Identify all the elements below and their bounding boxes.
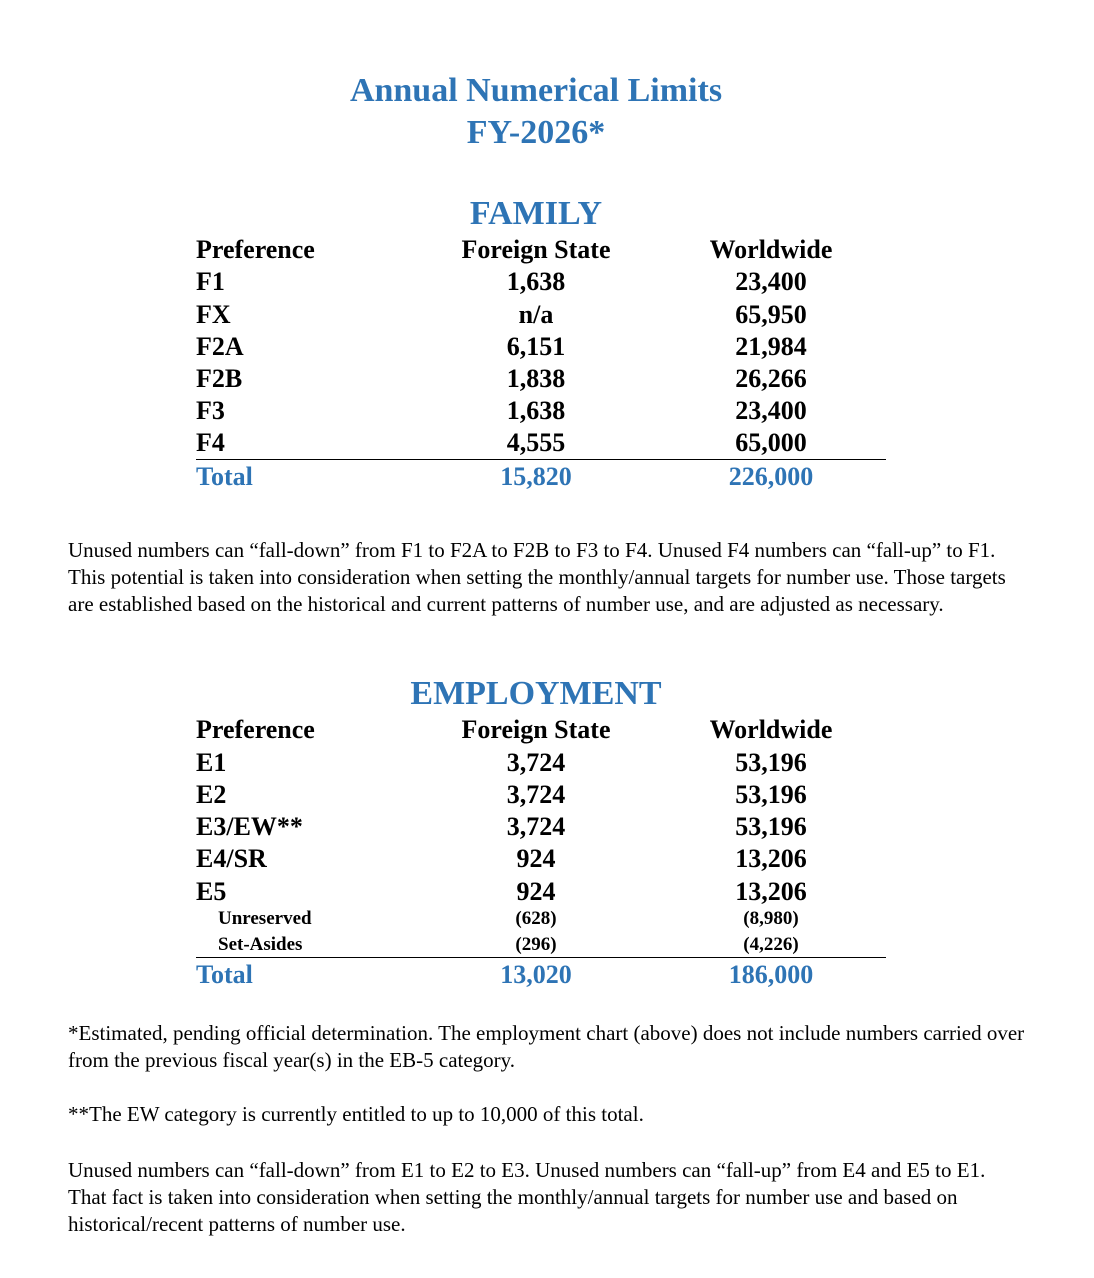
- family-fall-down-note: Unused numbers can “fall-down” from F1 to F2A to F2B to F3 to F4. Unused F4 numbers can “fall-up” to F1. This potential is taken into consideration when setting the monthly/annual targets for number use. Those targets are established based on the historical and current patterns of number use, and are adjusted as necessary.: [68, 538, 1006, 616]
- family-total-row: [196, 461, 886, 493]
- worldwide-cell: 23,400: [735, 396, 807, 425]
- worldwide-cell: 65,950: [735, 300, 807, 329]
- total-foreign-state: 15,820: [500, 462, 572, 491]
- table-row: [196, 395, 886, 427]
- table-row: [196, 299, 886, 331]
- worldwide-cell: 13,206: [735, 844, 807, 873]
- preference-cell: F1: [196, 267, 225, 296]
- foreign-state-cell: 4,555: [506, 428, 566, 457]
- column-header-preference: Preference: [196, 715, 315, 744]
- preference-cell: Unreserved: [218, 908, 312, 929]
- preference-cell: E4/SR: [196, 844, 267, 873]
- foreign-state-cell: 1,838: [506, 364, 566, 393]
- worldwide-cell: 53,196: [735, 812, 807, 841]
- preference-cell: F2A: [196, 332, 244, 361]
- preference-cell: E1: [196, 748, 227, 777]
- preference-cell: E2: [196, 780, 227, 809]
- worldwide-cell: 26,266: [735, 364, 807, 393]
- column-header-foreign-state: Foreign State: [461, 715, 611, 744]
- table-sub-row: [196, 932, 886, 958]
- preference-cell: E5: [196, 877, 227, 906]
- column-header-foreign-state: Foreign State: [461, 235, 611, 264]
- foreign-state-cell: (296): [515, 934, 557, 955]
- total-worldwide: 186,000: [728, 960, 814, 989]
- table-row: [196, 363, 886, 395]
- foreign-state-cell: 3,724: [506, 780, 566, 809]
- total-divider: [196, 459, 886, 460]
- foreign-state-cell: 924: [516, 877, 556, 906]
- table-row: [196, 779, 886, 811]
- preference-cell: F2B: [196, 364, 243, 393]
- worldwide-cell: 53,196: [735, 780, 807, 809]
- preference-cell: E3/EW**: [196, 812, 303, 841]
- foreign-state-cell: 6,151: [506, 332, 566, 361]
- table-row: [196, 266, 886, 298]
- employment-heading: EMPLOYMENT: [410, 675, 662, 712]
- foreign-state-cell: 1,638: [506, 396, 566, 425]
- preference-cell: F3: [196, 396, 225, 425]
- worldwide-cell: 53,196: [735, 748, 807, 777]
- total-worldwide: 226,000: [728, 462, 814, 491]
- page-title: [0, 70, 1072, 154]
- foreign-state-cell: 1,638: [506, 267, 566, 296]
- table-row: [196, 331, 886, 363]
- total-divider: [196, 957, 886, 958]
- employment-fall-down-note: Unused numbers can “fall-down” from E1 to E2 to E3. Unused numbers can “fall-up” from E4 and E5 to E1. That fact is taken into consideration when setting the monthly/annual targets for number use and based on historical/recent patterns of number use.: [68, 1158, 986, 1236]
- preference-cell: Set-Asides: [218, 934, 303, 955]
- preference-cell: F4: [196, 428, 225, 457]
- foreign-state-cell: 3,724: [506, 748, 566, 777]
- employment-total-row: [196, 959, 886, 991]
- foreign-state-cell: (628): [515, 908, 557, 929]
- foreign-state-cell: 3,724: [506, 812, 566, 841]
- worldwide-cell: 65,000: [735, 428, 807, 457]
- title-line-2: FY-2026*: [466, 114, 606, 151]
- table-sub-row: [196, 906, 886, 932]
- table-row: [196, 747, 886, 779]
- title-line-1: Annual Numerical Limits: [349, 72, 723, 109]
- table-row: [196, 876, 886, 908]
- worldwide-cell: 23,400: [735, 267, 807, 296]
- estimated-footnote: *Estimated, pending official determination. The employment chart (above) does not include numbers carried over from the previous fiscal year(s) in the EB-5 category.: [68, 1021, 1025, 1072]
- family-header-row: [196, 234, 886, 266]
- foreign-state-cell: 924: [516, 844, 556, 873]
- total-label: Total: [196, 462, 253, 491]
- column-header-preference: Preference: [196, 235, 315, 264]
- worldwide-cell: 21,984: [735, 332, 807, 361]
- worldwide-cell: (4,226): [743, 934, 799, 955]
- table-row: [196, 843, 886, 875]
- total-label: Total: [196, 960, 253, 989]
- employment-header-row: [196, 714, 886, 746]
- column-header-worldwide: Worldwide: [709, 235, 833, 264]
- ew-footnote: **The EW category is currently entitled to up to 10,000 of this total.: [68, 1102, 644, 1126]
- table-row: [196, 427, 886, 459]
- total-foreign-state: 13,020: [500, 960, 572, 989]
- foreign-state-cell: n/a: [518, 300, 554, 329]
- table-row: [196, 811, 886, 843]
- column-header-worldwide: Worldwide: [709, 715, 833, 744]
- worldwide-cell: (8,980): [743, 908, 799, 929]
- preference-cell: FX: [196, 300, 231, 329]
- family-heading: FAMILY: [469, 195, 603, 232]
- worldwide-cell: 13,206: [735, 877, 807, 906]
